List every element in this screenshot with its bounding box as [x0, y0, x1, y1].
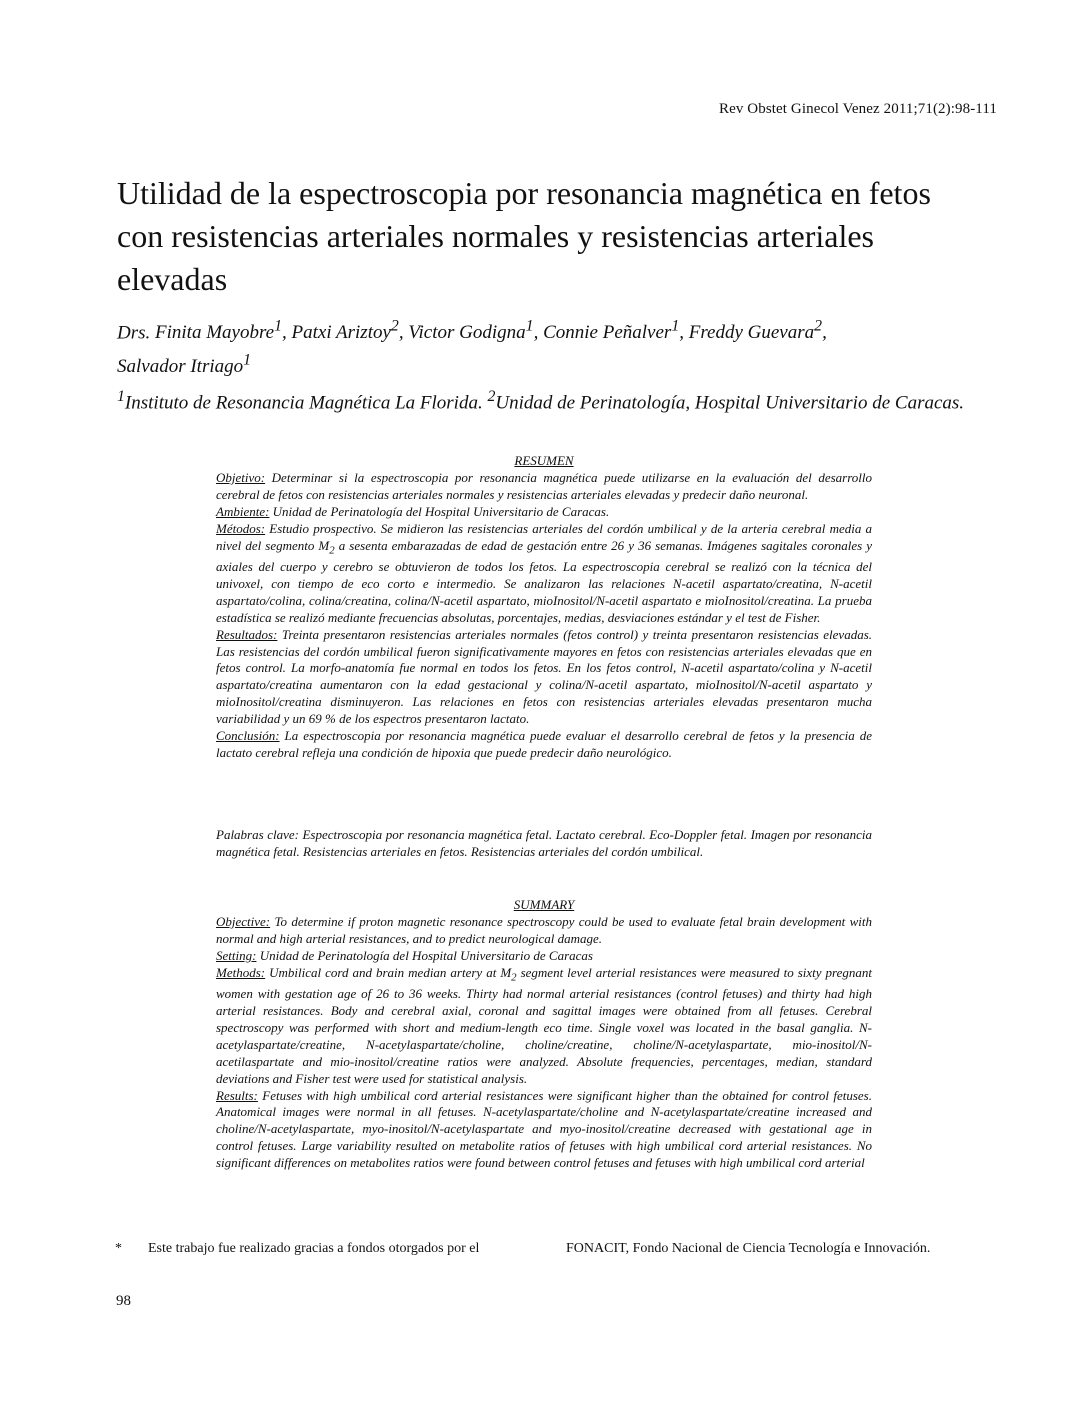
- resumen-ambiente: Ambiente: Unidad de Perinatología del Hospital Universitario de Caracas.: [216, 503, 610, 519]
- author-3: Connie Peñalver$^1$,: [543, 318, 689, 344]
- affiliation-1: Instituto de Resonancia Magnética La Florida.: [124, 392, 483, 414]
- resumen-conclusion: Conclusión: La espectroscopia por resonancia magnética puede evaluar el desarrollo cerebral de fetos y la presencia de lactato cerebral refleja una condición de hipoxia que puede predecir daño neurológico.: [216, 728, 873, 760]
- author-2: Victor Godigna$^1$,: [408, 318, 544, 344]
- footnote-text: Este trabajo fue realizado gracias a fondos otorgados por el: [148, 1241, 480, 1256]
- keywords: Palabras clave: Espectroscopia por resonancia magnética fetal. Lactato cerebral. Eco-Doppler fetal. Imagen por resonancia magnética fetal. Resistencias arteriales en fetos. Resistencias arteriales del cordón umbilical.: [216, 827, 872, 859]
- footnote-funder: FONACIT, Fondo Nacional de Ciencia Tecnología e Innovación.: [566, 1241, 931, 1256]
- authors-prefix: Drs.: [117, 322, 151, 344]
- resumen-heading: RESUMEN: [514, 453, 574, 468]
- affiliation-2: Unidad de Perinatología, Hospital Universitario de Caracas.: [495, 392, 965, 414]
- author-1: Patxi Ariztoy$^2$,: [291, 318, 409, 344]
- author-list: [117, 313, 977, 380]
- summary-setting: Setting: Unidad de Perinatología del Hospital Universitario de Caracas: [216, 947, 593, 963]
- journal-citation: Rev Obstet Ginecol Venez 2011;71(2):98-111: [718, 101, 997, 117]
- author-5: Salvador Itriago$^1$: [117, 351, 252, 377]
- resumen-section: [216, 453, 872, 762]
- resumen-metodos: Métodos: Estudio prospectivo. Se midieron las resistencias arteriales del cordón umbilical y de la arteria cerebral media a nivel del segmento $M_2$ a sesenta embarazadas de edad de gestación entre 26 y 36 semanas. Imágenes sagitales coronales y axiales del cuerpo y cerebro se obtuvieron de todos los fetos. La espectroscopia cerebral se realizó con la técnica del univoxel, con tiempo de eco corto e intermedio. Se analizaron las relaciones N-acetil aspartato/creatina, N-acetil aspartato/colina, colina/creatina, colina/N-acetil aspartato, mioInositol/N-acetil aspartato e mioInositol/creatina. La prueba estadística se realizó mediante frecuencias absolutas, porcentajes, medias, desviaciones estándar y el test de Fisher.: [216, 520, 873, 625]
- summary-section: [216, 897, 872, 1172]
- summary-heading: SUMMARY: [513, 897, 575, 912]
- article-title: Utilidad de la espectroscopia por resonancia magnética en fetos con resistencias arteriales normales y resistencias arteriales elevadas: [117, 175, 931, 297]
- page-number: 98: [116, 1293, 131, 1309]
- author-0: Finita Mayobre$^1$,: [155, 318, 292, 344]
- footnote-marker: *: [115, 1241, 122, 1256]
- summary-results: Results: Fetuses with high umbilical cord arterial resistances were significant higher than the obtained for control fetuses. Anatomical images were normal in all fetuses. N-acetylaspartate/choline and N-acetylaspartate/creatine increased and choline/N-acetylaspartate, myo-inositol/N-acetylaspartate and myo-inositol/creatine decreased with gestational age in control fetuses. Large variability resulted on metabolite ratios of fetuses with high umbilical cord arterial resistances. No significant differences on metabolites ratios were found between control fetuses and fetuses with high umbilical cord arterial: [216, 1087, 872, 1171]
- resumen-resultados: Resultados: Treinta presentaron resistencias arteriales normales (fetos control) y treinta presentaron resistencias elevadas. Las resistencias del cordón umbilical fueron significativamente mayores en fetos con resistencias arteriales elevadas que en fetos control. La morfo-anatomía fue normal en todos los fetos. En los fetos control, N-acetil aspartato/colina y N-acetil aspartato/creatina aumentaron con la edad gestacional y colina/N-acetil aspartato, mioInositol/N-acetil aspartato y mioInositol/creatina disminuyeron. Las relaciones en fetos con resistencias arteriales elevadas presentaron mucha variabilidad y un 69 % de los espectros presentaron lactato.: [216, 626, 873, 727]
- summary-methods: Methods: Umbilical cord and brain median artery at $M_2$ segment level arterial resistances were measured to sixty pregnant women with gestation age of 26 to 36 weeks. Thirty had normal arterial resistances (control fetuses) and thirty had high arterial resistances. Body and cerebral axial, coronal and sagittal images were obtained from all fetuses. Cerebral spectroscopy was performed with short and medium-length eco time. Single voxel was located in the basal ganglia. N-acetylaspartate/creatine, N-acetylaspartate/choline, choline/creatine, choline/N-acetylaspartate, mio-inositol/N-acetilaspartate and mio-inositol/creatine ratios were analyzed. Absolute frequencies, percentages, median, standard deviations and Fisher test were used for statistical analysis.: [216, 964, 873, 1086]
- resumen-objetivo: Objetivo: Determinar si la espectroscopia por resonancia magnética puede utilizarse en la evaluación del desarrollo cerebral de fetos con resistencias arteriales normales y resistencias arteriales elevadas y predecir daño neuronal.: [216, 469, 873, 502]
- author-4: Freddy Guevara$^2$,: [688, 318, 827, 344]
- summary-objective: Objective: To determine if proton magnetic resonance spectroscopy could be used to evaluate fetal brain development with normal and high arterial resistances, and to predict neurological damage.: [216, 913, 872, 946]
- affiliations: $^1$Instituto de Resonancia Magnética La Florida. $^2$Unidad de Perinatología, Hospital Universitario de Caracas.: [117, 388, 965, 414]
